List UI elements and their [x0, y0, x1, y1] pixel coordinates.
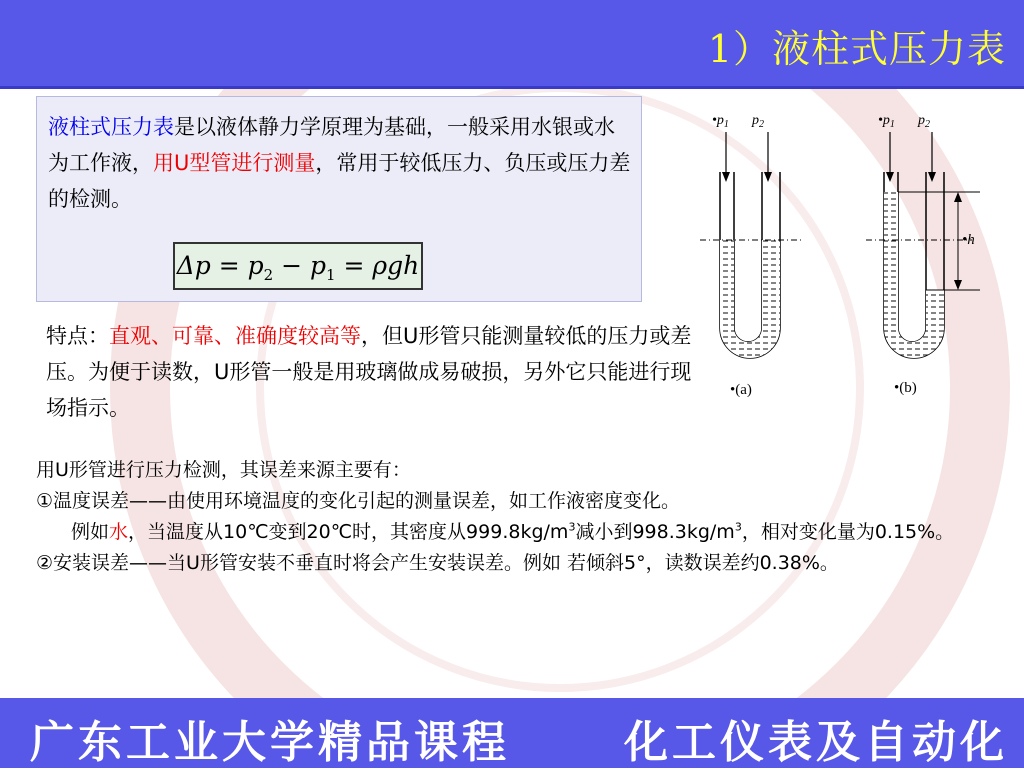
caption-b: •(b) [894, 380, 917, 396]
header-divider [0, 86, 1024, 89]
errors-intro: 用U形管进行压力检测，其误差来源主要有： [36, 459, 411, 481]
intro-box [36, 96, 642, 302]
u-tube-diagram [690, 100, 990, 420]
pressure-formula: $\Delta p = p_2 - p_1 = \rho gh$ [173, 242, 423, 290]
label-h: •h [962, 232, 975, 248]
features-paragraph [46, 318, 696, 426]
label-p2-b: $p_2$ [918, 113, 930, 130]
intro-term: 液柱式压力表 [48, 115, 174, 139]
features-text: ，但U形管只能测量较低的压力或差压。为便于读数，U形管一般是用玻璃做成易破损，另外它只能进行现场指示。 [46, 324, 692, 420]
intro-text-2: ，常用于较低压力、负压或压力差的检测。 [48, 151, 631, 211]
error-item-installation: ②安装误差——当U形管安装不垂直时将会产生安装误差。例如 若倾斜5°，读数误差约0.38%。 [36, 552, 839, 574]
slide-title: 1）液柱式压力表 [707, 27, 1006, 71]
label-p1-a: $•p_1$ [712, 113, 729, 130]
label-p1-b: $•p_1$ [878, 113, 895, 130]
error-example: 例如水，当温度从10℃变到20℃时，其密度从$999.8kg/m^3$减小到$998.3kg/m^3$，相对变化量为0.15%。 [71, 520, 955, 543]
error-item-temperature: ①温度误差——由使用环境温度的变化引起的测量误差，如工作液密度变化。 [36, 490, 681, 512]
features-label: 特点： [46, 324, 109, 348]
intro-text [48, 109, 634, 217]
caption-a: •(a) [730, 382, 752, 398]
footer-university: 广东工业大学精品课程 [30, 717, 510, 768]
u-tube-b [866, 113, 980, 396]
intro-text-1: 是以液体静力学原理为基础，一般采用水银或水为工作液， [48, 115, 615, 175]
intro-highlight: 用U型管进行测量 [153, 151, 316, 175]
footer-course: 化工仪表及自动化 [624, 717, 1008, 768]
label-p2-a: $p_2$ [752, 113, 764, 130]
header-bar [0, 0, 1024, 88]
features-highlight: 直观、可靠、准确度较高等 [109, 324, 361, 348]
footer-bar [0, 698, 1024, 768]
u-tube-a [700, 113, 802, 398]
error-sources [36, 455, 1006, 579]
